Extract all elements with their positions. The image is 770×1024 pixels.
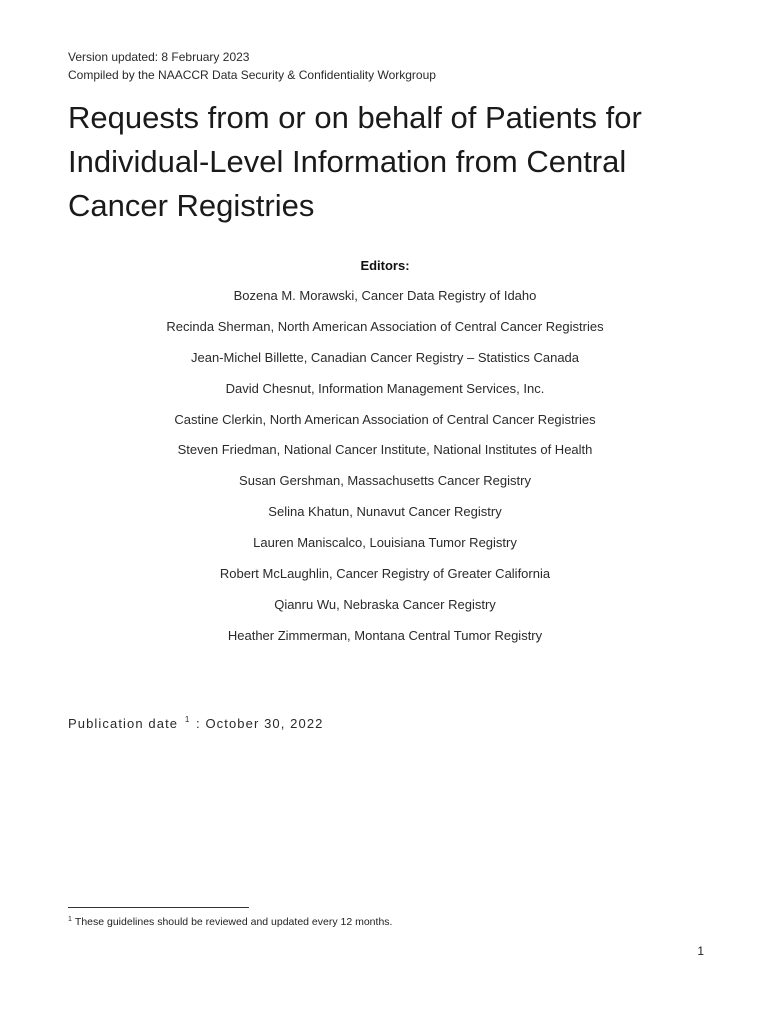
editor-entry: Steven Friedman, National Cancer Institute, National Institutes of Health — [177, 442, 593, 458]
editor-entry: Lauren Maniscalco, Louisiana Tumor Registry — [253, 535, 517, 551]
footnote-text: These guidelines should be reviewed and updated every 12 months. — [74, 916, 393, 928]
publication-date-label: Publication date — [68, 716, 179, 731]
editor-entry: Bozena M. Morawski, Cancer Data Registry of Idaho — [233, 288, 537, 303]
document-meta — [68, 48, 436, 84]
version-updated: Version updated: 8 February 2023 — [68, 50, 250, 64]
title-line: Individual-Level Information from Central — [68, 144, 627, 179]
editor-entry: David Chesnut, Information Management Services, Inc. — [225, 380, 545, 396]
document-title — [68, 96, 708, 228]
title-line: Cancer Registries — [68, 188, 315, 223]
footnote — [68, 916, 392, 928]
publication-date-value: : October 30, 2022 — [196, 716, 324, 731]
footnote-reference[interactable]: 1 — [184, 715, 190, 724]
editor-entry: Robert McLaughlin, Cancer Registry of Greater California — [219, 566, 551, 582]
publication-date — [68, 715, 324, 731]
editors-list — [0, 288, 770, 659]
editor-entry: Jean-Michel Billette, Canadian Cancer Registry – Statistics Canada — [190, 349, 580, 365]
title-line: Requests from or on behalf of Patients for — [68, 100, 642, 135]
editor-entry: Qianru Wu, Nebraska Cancer Registry — [274, 596, 496, 612]
compiled-by: Compiled by the NAACCR Data Security & Confidentiality Workgroup — [68, 68, 436, 82]
editor-entry: Susan Gershman, Massachusetts Cancer Registry — [239, 473, 531, 489]
footnote-marker: 1 — [68, 916, 72, 923]
editor-entry: Castine Clerkin, North American Association of Central Cancer Registries — [174, 411, 596, 427]
footnote-separator — [68, 907, 249, 908]
editors-heading: Editors: — [360, 258, 410, 273]
page-number: 1 — [697, 944, 704, 958]
editor-entry: Selina Khatun, Nunavut Cancer Registry — [268, 504, 502, 520]
editor-entry: Heather Zimmerman, Montana Central Tumor Registry — [227, 627, 543, 643]
editor-entry: Recinda Sherman, North American Association of Central Cancer Registries — [166, 318, 604, 334]
